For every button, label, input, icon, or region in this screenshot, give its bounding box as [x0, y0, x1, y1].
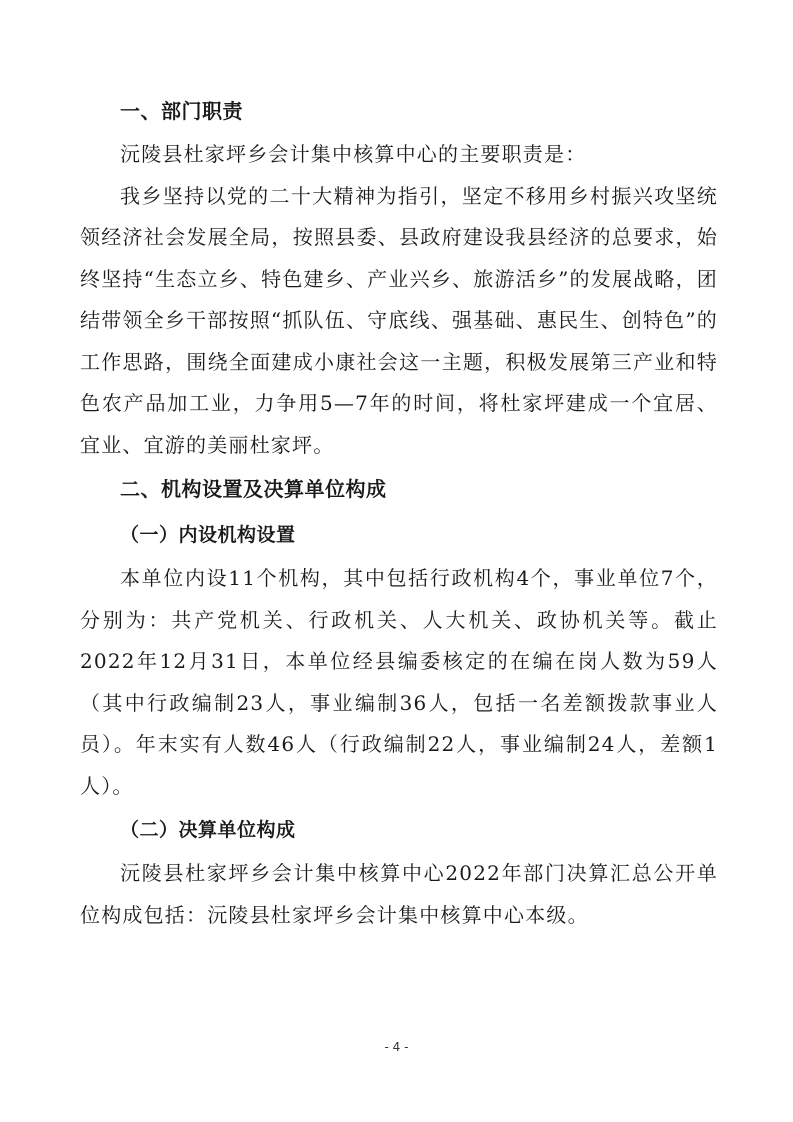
section-heading-structure: 二、机构设置及决算单位构成: [120, 477, 387, 501]
internal-structure-paragraph: 本单位内设11个机构，其中包括行政机构4个，事业单位7个，分别为：共产党机关、行政机关、人大机关、政协机关等。截止2022年12月31日，本单位经县编委核定的在编在岗人数为59人（其中行政编制23人，事业编制36人，包括一名差额拨款事业人员）。年末实有人数46人（行政编制22人，事业编制24人，差额1人）。: [80, 566, 718, 798]
units-paragraph: 沅陵县杜家坪乡会计集中核算中心2022年部门决算汇总公开单位构成包括：沅陵县杜家坪乡会计集中核算中心本级。: [80, 861, 718, 927]
page-number: - 4 -: [384, 1040, 409, 1054]
subsection-heading-internal: （一）内设机构设置: [120, 524, 296, 546]
duties-paragraph: 我乡坚持以党的二十大精神为指引，坚定不移用乡村振兴攻坚统领经济社会发展全局，按照县委、县政府建设我县经济的总要求，始终坚持“生态立乡、特色建乡、产业兴乡、旅游活乡”的发展战略，团结带领全乡干部按照“抓队伍、守底线、强基础、惠民生、创特色”的工作思路，围绕全面建成小康社会这一主题，积极发展第三产业和特色农产品加工业，力争用5—7年的时间，将杜家坪建成一个宜居、宜业、宜游的美丽杜家坪。: [80, 183, 718, 457]
duties-intro: 沅陵县杜家坪乡会计集中核算中心的主要职责是：: [120, 142, 587, 166]
subsection-heading-units: （二）决算单位构成: [120, 819, 296, 841]
section-heading-duties: 一、部门职责: [120, 99, 243, 123]
document-body: [80, 88, 718, 936]
